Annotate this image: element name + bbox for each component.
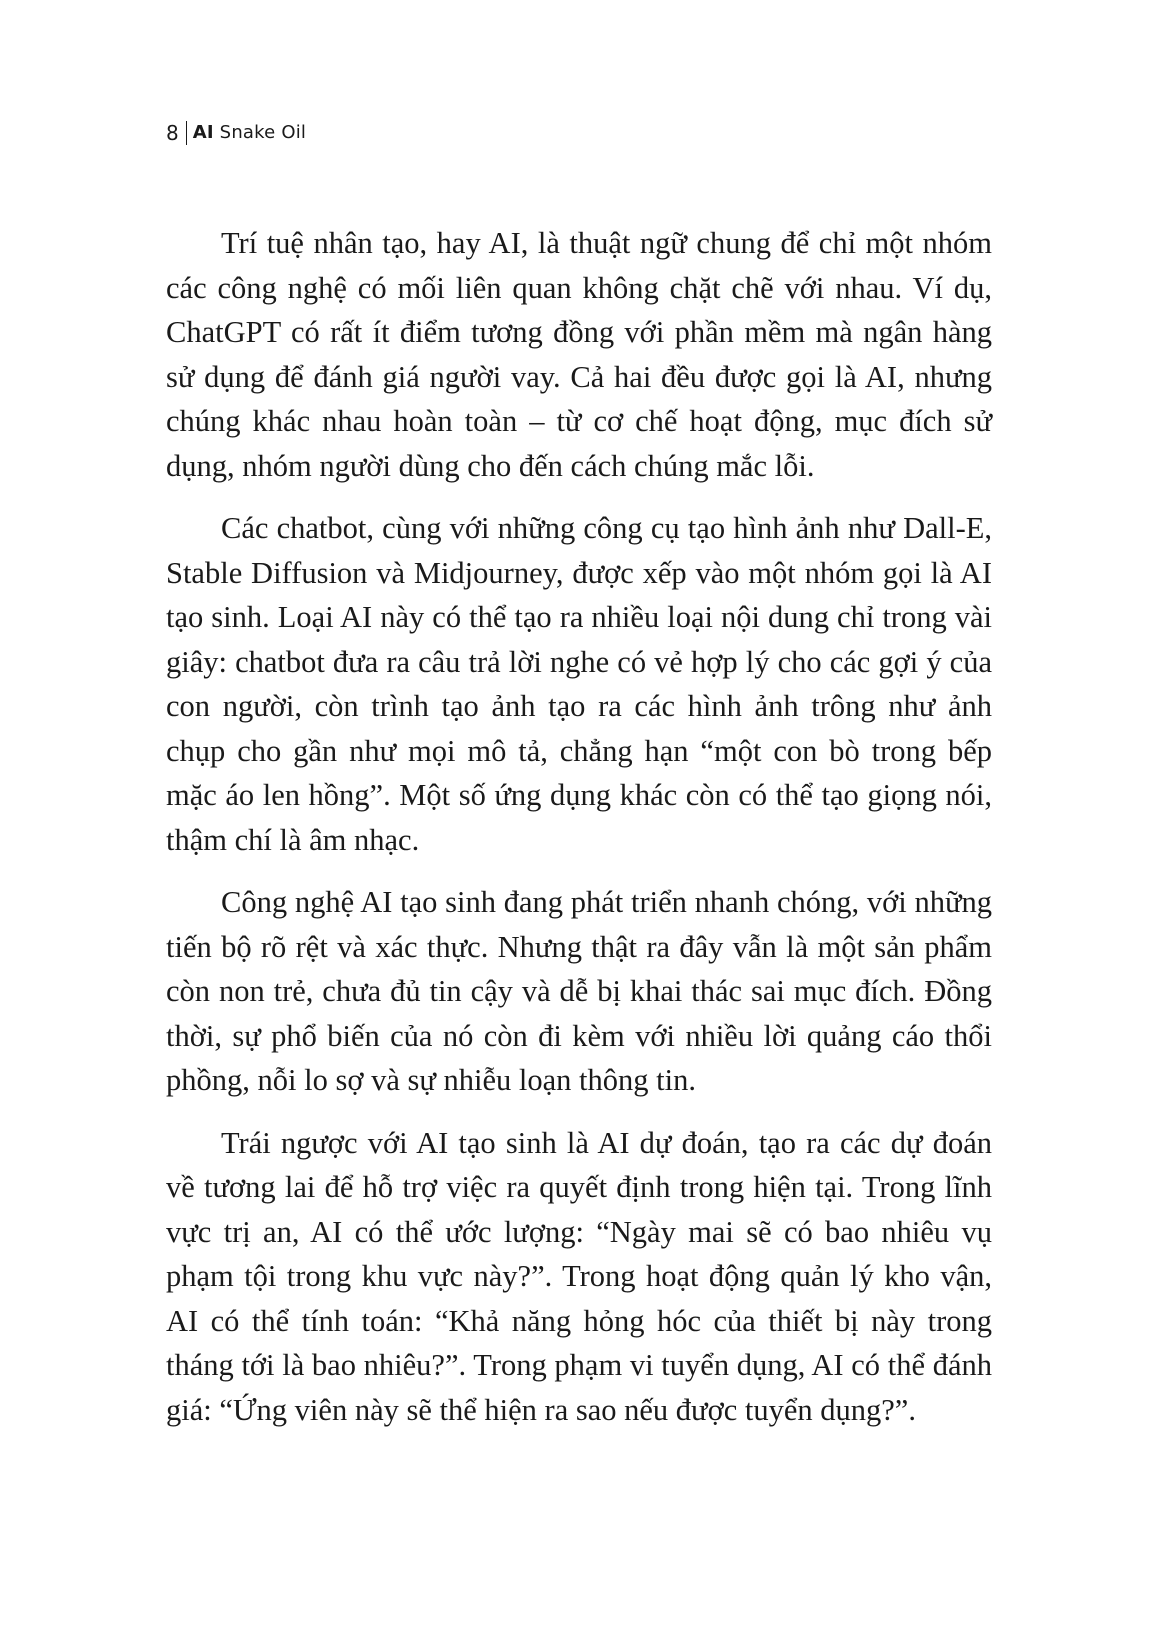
paragraph-3: Công nghệ AI tạo sinh đang phát triển nhanh chóng, với những tiến bộ rõ rệt và xác thực. Nhưng thật ra đây vẫn là một sản phẩm còn non trẻ, chưa đủ tin cậy và dễ bị khai thác sai mục đích. Đồng thời, sự phổ biến của nó còn đi kèm với nhiều lời quảng cáo thổi phồng, nỗi lo sợ và sự nhiễu loạn thông tin. (166, 885, 992, 1097)
paragraph-4: Trái ngược với AI tạo sinh là AI dự đoán, tạo ra các dự đoán về tương lai để hỗ trợ việc ra quyết định trong hiện tại. Trong lĩnh vực trị an, AI có thể ước lượng: “Ngày mai sẽ có bao nhiêu vụ phạm tội trong khu vực này?”. Trong hoạt động quản lý kho vận, AI có thể tính toán: “Khả năng hỏng hóc của thiết bị này trong tháng tới là bao nhiêu?”. Trong phạm vi tuyển dụng, AI có thể đánh giá: “Ứng viên này sẽ thể hiện ra sao nếu được tuyển dụng?”. (166, 1125, 992, 1427)
body-text (166, 221, 992, 1450)
book-title (193, 124, 306, 142)
page-number: 8 (166, 121, 179, 145)
paragraph-1: Trí tuệ nhân tạo, hay AI, là thuật ngữ chung để chỉ một nhóm các công nghệ có mối liên quan không chặt chẽ với nhau. Ví dụ, ChatGPT có rất ít điểm tương đồng với phần mềm mà ngân hàng sử dụng để đánh giá người vay. Cả hai đều được gọi là AI, nhưng chúng khác nhau hoàn toàn – từ cơ chế hoạt động, mục đích sử dụng, nhóm người dùng cho đến cách chúng mắc lỗi. (166, 226, 992, 483)
paragraph-2: Các chatbot, cùng với những công cụ tạo hình ảnh như Dall-E, Stable Diffusion và Midjourney, được xếp vào một nhóm gọi là AI tạo sinh. Loại AI này có thể tạo ra nhiều loại nội dung chỉ trong vài giây: chatbot đưa ra câu trả lời nghe có vẻ hợp lý cho các gợi ý của con người, còn trình tạo ảnh tạo ra các hình ảnh trông như ảnh chụp cho gần như mọi mô tả, chẳng hạn “một con bò trong bếp mặc áo len hồng”. Một số ứng dụng khác còn có thể tạo giọng nói, thậm chí là âm nhạc. (166, 511, 992, 857)
book-title-prefix: AI (192, 122, 214, 143)
header-divider (186, 121, 187, 145)
running-head (166, 118, 306, 148)
book-title-rest: Snake Oil (213, 122, 307, 143)
